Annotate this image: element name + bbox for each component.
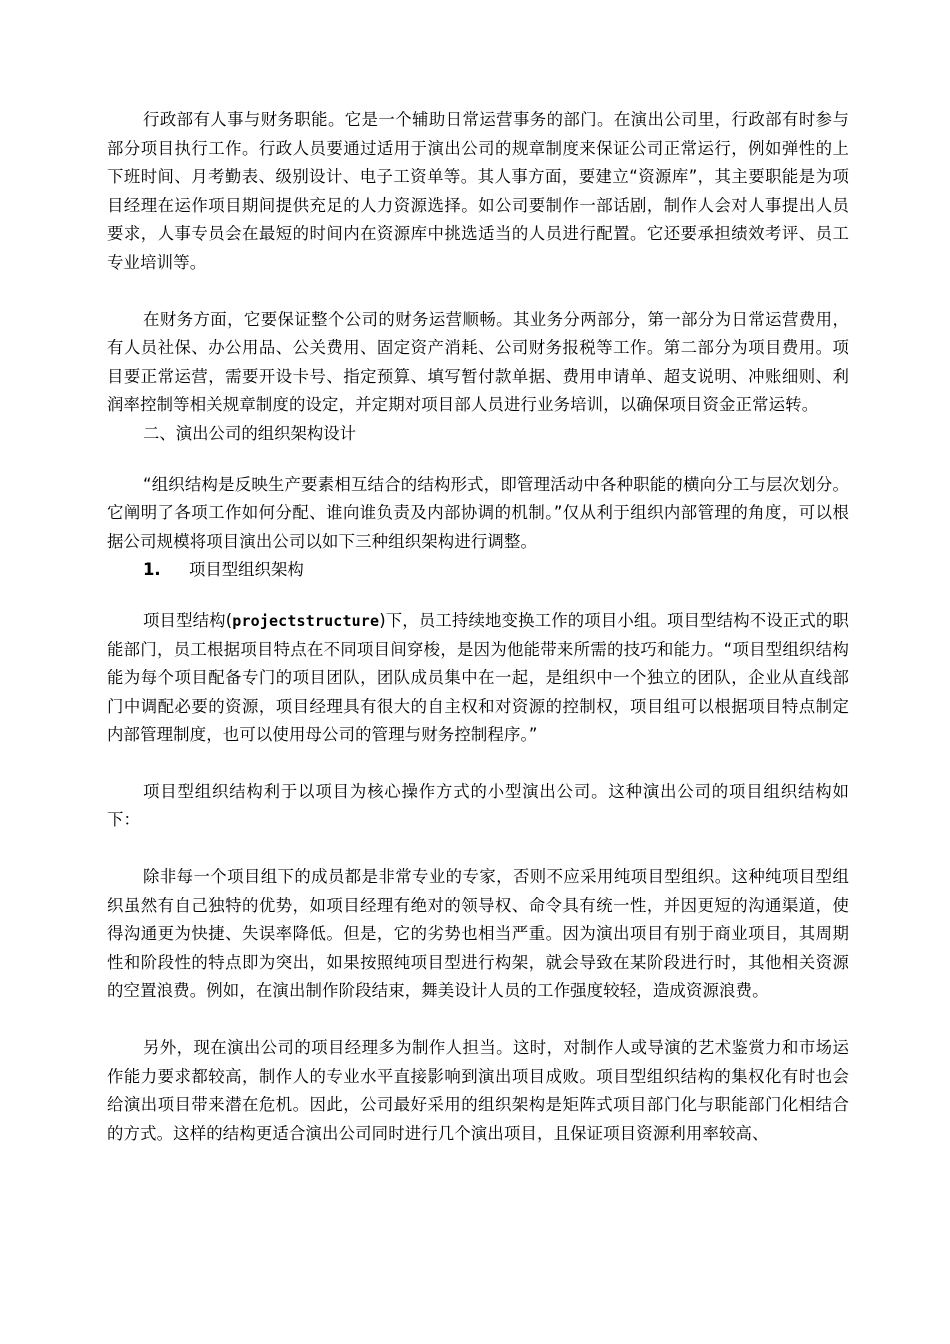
english-term: projectstructure <box>232 611 380 630</box>
term-prefix: 项目型结构( <box>143 610 233 630</box>
item-number: 1. <box>143 560 161 580</box>
term-suffix: )下，员工持续地变换工作的项目小组。项目型结构不设正式的职能部门，员工根据项目特点在不同项目间穿梭，是因为他能带来所需的技巧和能力。“项目型组织结构能为每个项目配备专门的项目团队，团队成员集中在一起，是组织中一个独立的团队，企业从直线部门中调配必要的资源，项目经理具有很大的自主权和对资源的控制权，项目组可以根据项目特点制定内部管理制度，也可以使用母公司的管理与财务控制程序。” <box>107 610 850 745</box>
document-page <box>107 106 849 1148</box>
item-title: 项目型组织架构 <box>189 560 304 580</box>
paragraph-admin-dept: 行政部有人事与财务职能。它是一个辅助日常运营事务的部门。在演出公司里，行政部有时参与部分项目执行工作。行政人员要通过适用于演出公司的规章制度来保证公司正常运行，例如弹性的上下班时间、月考勤表、级别设计、电子工资单等。其人事方面，要建立“资源库”，其主要职能是为项目经理在运作项目期间提供充足的人力资源选择。如公司要制作一部话剧，制作人会对人事提出人员要求，人事专员会在最短的时间内在资源库中挑选适当的人员进行配置。它还要承担绩效考评、员工专业培训等。 <box>107 110 849 272</box>
paragraph-small-company: 项目型组织结构利于以项目为核心操作方式的小型演出公司。这种演出公司的项目组织结构如下： <box>107 781 849 830</box>
numbered-heading <box>107 556 849 585</box>
paragraph-project-manager: 另外，现在演出公司的项目经理多为制作人担当。这时，对制作人或导演的艺术鉴赏力和市场运作能力要求都较高，制作人的专业水平直接影响到演出项目成败。项目型组织结构的集权化有时也会给演出项目带来潜在危机。因此，公司最好采用的组织架构是矩阵式项目部门化与职能部门化相结合的方式。这样的结构更适合演出公司同时进行几个演出项目，且保证项目资源利用率较高、 <box>107 1038 849 1143</box>
paragraph-project-structure <box>107 607 849 750</box>
paragraph-pure-project-org: 除非每一个项目组下的成员都是非常专业的专家，否则不应采用纯项目型组织。这种纯项目型组织虽然有自己独特的优势，如项目经理有绝对的领导权、命令具有统一性，并因更短的沟通渠道，使得沟通更为快捷、失误率降低。但是，它的劣势也相当严重。因为演出项目有别于商业项目，其周期性和阶段性的特点即为突出，如果按照纯项目型进行构架，就会导致在某阶段进行时，其他相关资源的空置浪费。例如，在演出制作阶段结束，舞美设计人员的工作强度较轻，造成资源浪费。 <box>107 867 849 1001</box>
section-heading: 二、演出公司的组织架构设计 <box>143 423 357 443</box>
paragraph-org-structure-quote: “组织结构是反映生产要素相互结合的结构形式，即管理活动中各种职能的横向分工与层次划分。它阐明了各项工作如何分配、谁向谁负责及内部协调的机制。”仅从利于组织内部管理的角度，可以根据公司规模将项目演出公司以如下三种组织架构进行调整。 <box>107 474 849 551</box>
paragraph-finance: 在财务方面，它要保证整个公司的财务运营顺畅。其业务分两部分，第一部分为日常运营费用，有人员社保、办公用品、公关费用、固定资产消耗、公司财务报税等工作。第二部分为项目费用。项目要正常运营，需要开设卡号、指定预算、填写暂付款单据、费用申请单、超支说明、冲账细则、利润率控制等相关规章制度的设定，并定期对项目部人员进行业务培训，以确保项目资金正常运转。 <box>107 309 849 415</box>
